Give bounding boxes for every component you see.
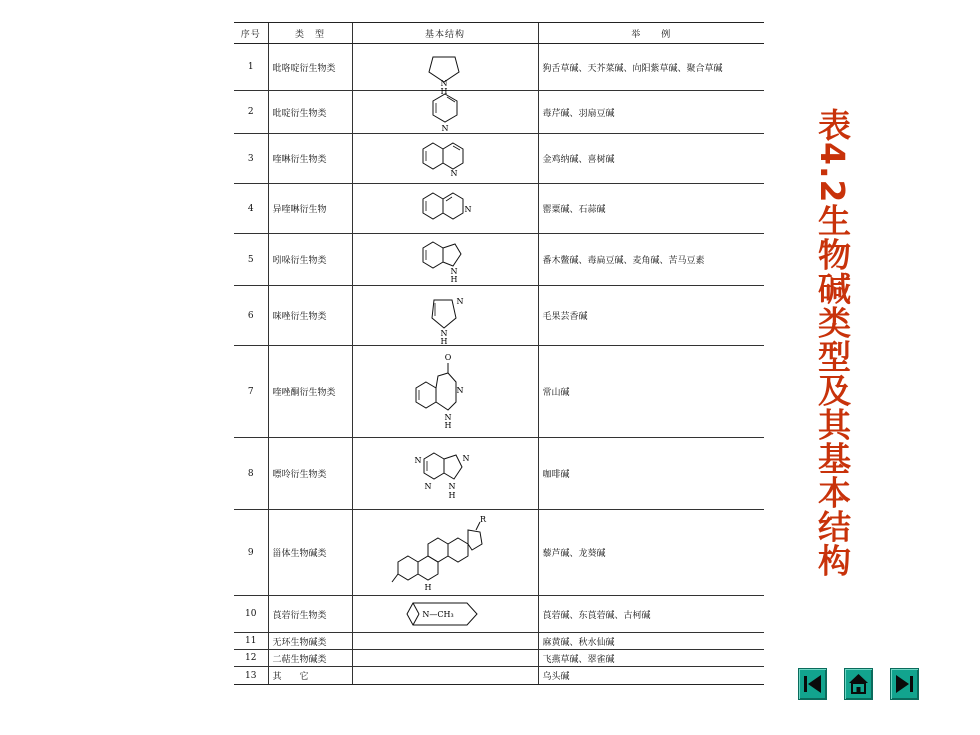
row-type: 吲哚衍生物类 <box>268 234 352 286</box>
row-type: 吡啶衍生物类 <box>268 91 352 134</box>
row-examples: 藜芦碱、龙葵碱 <box>538 510 764 596</box>
row-number: 3 <box>234 134 268 184</box>
row-number: 4 <box>234 184 268 234</box>
atom-label: N <box>440 328 448 338</box>
structure-steroid <box>352 510 538 596</box>
atom-label: N <box>440 79 448 88</box>
row-number: 5 <box>234 234 268 286</box>
atom-label: N <box>444 412 452 422</box>
structure-empty <box>352 633 538 650</box>
row-examples: 毒芹碱、羽扇豆碱 <box>538 91 764 134</box>
atom-label: H <box>440 87 448 96</box>
table-row <box>234 44 764 91</box>
row-type: 吡咯啶衍生物类 <box>268 44 352 91</box>
row-number: 2 <box>234 91 268 134</box>
table-row <box>234 510 764 596</box>
row-type: 无环生物碱类 <box>268 633 352 650</box>
table-header-row <box>234 23 764 44</box>
home-icon <box>845 669 872 699</box>
row-type: 咪唑衍生物类 <box>268 286 352 346</box>
row-examples: 金鸡纳碱、喜树碱 <box>538 134 764 184</box>
atom-label: H <box>444 420 452 430</box>
row-examples: 莨菪碱、东莨菪碱、古柯碱 <box>538 596 764 633</box>
atom-label: N <box>462 453 470 463</box>
atom-label: N <box>450 266 458 276</box>
first-page-button[interactable] <box>798 668 827 700</box>
structure-quinazolinone <box>352 346 538 438</box>
row-examples: 乌头碱 <box>538 667 764 685</box>
structure-empty <box>352 667 538 685</box>
table-row <box>234 91 764 134</box>
row-number: 8 <box>234 438 268 510</box>
row-examples: 狗舌草碱、天芥菜碱、向阳紫草碱、聚合草碱 <box>538 44 764 91</box>
slide-title: 表4.2生物碱类型及其基本结构 <box>813 108 852 578</box>
structure-isoquinoline <box>352 184 538 234</box>
last-page-button[interactable] <box>890 668 919 700</box>
row-number: 12 <box>234 650 268 667</box>
row-examples: 咖啡碱 <box>538 438 764 510</box>
atom-label: N <box>424 481 432 491</box>
row-type: 异喹啉衍生物 <box>268 184 352 234</box>
last-page-icon <box>891 669 918 699</box>
header-type: 类 型 <box>268 23 352 44</box>
atom-label: N <box>441 124 449 133</box>
structure-tropane <box>352 596 538 633</box>
row-type: 二萜生物碱类 <box>268 650 352 667</box>
row-number: 7 <box>234 346 268 438</box>
row-type: 莨菪衍生物类 <box>268 596 352 633</box>
row-type: 喹唑酮衍生物类 <box>268 346 352 438</box>
row-examples: 飞燕草碱、翠雀碱 <box>538 650 764 667</box>
atom-label: N <box>448 481 456 491</box>
structure-quinoline <box>352 134 538 184</box>
atom-label: N <box>456 385 464 395</box>
table-row <box>234 184 764 234</box>
table-row <box>234 286 764 346</box>
header-examples: 举 例 <box>538 23 764 44</box>
table-row <box>234 650 764 667</box>
row-number: 10 <box>234 596 268 633</box>
atom-label: N <box>414 455 422 465</box>
atom-label: H <box>450 274 458 284</box>
row-number: 13 <box>234 667 268 685</box>
row-number: 11 <box>234 633 268 650</box>
atom-label: H <box>448 490 456 500</box>
header-number: 序号 <box>234 23 268 44</box>
structure-pyrrolidine <box>352 44 538 96</box>
table-row <box>234 346 764 438</box>
row-type: 甾体生物碱类 <box>268 510 352 596</box>
atom-label: H <box>440 336 448 346</box>
structure-pyridine <box>352 91 538 134</box>
row-number: 9 <box>234 510 268 596</box>
atom-label: O <box>444 352 452 362</box>
row-examples: 常山碱 <box>538 346 764 438</box>
row-number: 1 <box>234 44 268 91</box>
structure-empty <box>352 650 538 667</box>
row-examples: 罂粟碱、石蒜碱 <box>538 184 764 234</box>
row-examples: 毛果芸香碱 <box>538 286 764 346</box>
row-type: 其 它 <box>268 667 352 685</box>
structure-purine <box>352 438 538 510</box>
atom-label: N <box>450 168 458 178</box>
atom-label: N <box>464 204 472 214</box>
atom-label: N—CH₃ <box>422 610 454 619</box>
home-button[interactable] <box>844 668 873 700</box>
table-row <box>234 596 764 633</box>
table-row <box>234 438 764 510</box>
row-examples: 麻黄碱、秋水仙碱 <box>538 633 764 650</box>
table-row <box>234 234 764 286</box>
row-type: 嘌呤衍生物类 <box>268 438 352 510</box>
row-examples: 番木鳖碱、毒扁豆碱、麦角碱、苦马豆素 <box>538 234 764 286</box>
alkaloid-table <box>234 22 764 685</box>
alkaloid-table-container <box>234 22 764 700</box>
row-type: 喹啉衍生物类 <box>268 134 352 184</box>
structure-imidazole <box>352 286 538 346</box>
header-structure: 基本结构 <box>352 23 538 44</box>
first-page-icon <box>799 669 826 699</box>
table-row <box>234 633 764 650</box>
structure-indoline <box>352 234 538 286</box>
atom-label: R <box>479 514 487 524</box>
atom-label: H <box>424 582 432 592</box>
table-row <box>234 667 764 685</box>
row-number: 6 <box>234 286 268 346</box>
table-row <box>234 134 764 184</box>
atom-label: N <box>456 296 464 306</box>
